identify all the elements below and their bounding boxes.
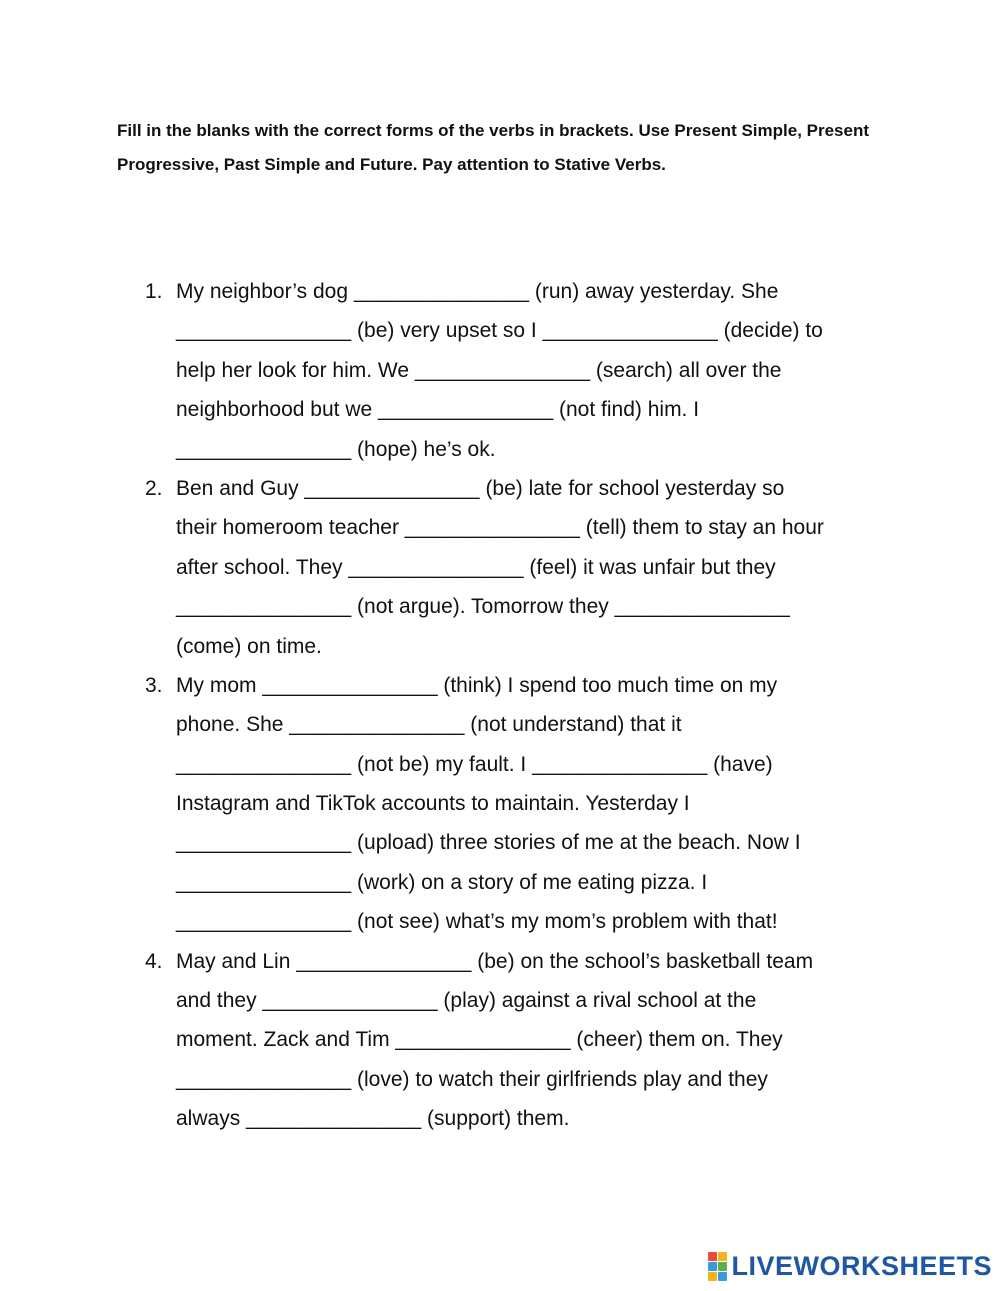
exercise-line: Instagram and TikTok accounts to maintain. Yesterday I (176, 792, 690, 816)
exercise-line: (come) on time. (176, 634, 322, 658)
exercise-line: My mom _______________ (think) I spend too much time on my (176, 673, 778, 697)
instructions-text: Fill in the blanks with the correct forms of the verbs in brackets. Use Present Simple, Present Progressive, Past Simple and Future. Pay attention to Stative Verbs. (117, 121, 870, 174)
exercise-line: _______________ (hope) he’s ok. (176, 437, 496, 461)
liveworksheets-logo (708, 1251, 992, 1281)
logo-block (718, 1262, 727, 1271)
exercise-line: and they _______________ (play) against a rival school at the (176, 989, 757, 1013)
logo-blocks-icon (708, 1252, 727, 1281)
logo-block (718, 1252, 727, 1261)
exercise-line: their homeroom teacher _______________ (tell) them to stay an hour (176, 516, 824, 540)
logo-text: LIVEWORKSHEETS (731, 1250, 992, 1281)
exercise-line: _______________ (not argue). Tomorrow they _______________ (176, 595, 790, 619)
logo-block (718, 1272, 727, 1281)
exercise-line: always _______________ (support) them. (176, 1107, 570, 1131)
exercise-number: 4. (145, 949, 163, 973)
exercise-item-2 (0, 469, 1000, 666)
exercise-line: _______________ (be) very upset so I _______________ (decide) to (176, 319, 823, 343)
exercise-number: 2. (145, 476, 163, 500)
exercise-line: _______________ (love) to watch their girlfriends play and they (176, 1067, 768, 1091)
exercise-item-3 (0, 666, 1000, 942)
exercise-number: 3. (145, 673, 163, 697)
logo-block (708, 1272, 717, 1281)
exercise-line: Ben and Guy _______________ (be) late for school yesterday so (176, 476, 785, 500)
exercise-line: _______________ (not be) my fault. I _______________ (have) (176, 752, 773, 776)
exercise-line: My neighbor’s dog _______________ (run) away yesterday. She (176, 280, 779, 303)
logo-block (708, 1252, 717, 1261)
exercise-line: May and Lin _______________ (be) on the school’s basketball team (176, 949, 814, 973)
exercise-line: _______________ (upload) three stories of me at the beach. Now I (176, 831, 801, 855)
exercise-line: _______________ (work) on a story of me eating pizza. I (176, 870, 708, 894)
logo-block (708, 1262, 717, 1271)
exercise-item-4 (0, 942, 1000, 1139)
exercise-line: after school. They _______________ (feel) it was unfair but they (176, 555, 776, 579)
exercise-list (0, 272, 1000, 1139)
exercise-line: neighborhood but we _______________ (not find) him. I (176, 398, 700, 422)
exercise-line: phone. She _______________ (not understand) that it (176, 713, 682, 737)
exercise-line: _______________ (not see) what’s my mom’s problem with that! (176, 910, 778, 934)
exercise-line: moment. Zack and Tim _______________ (cheer) them on. They (176, 1028, 783, 1052)
exercise-line: help her look for him. We _______________ (search) all over the (176, 358, 782, 382)
exercise-item-1 (0, 272, 1000, 469)
exercise-number: 1. (145, 280, 163, 303)
